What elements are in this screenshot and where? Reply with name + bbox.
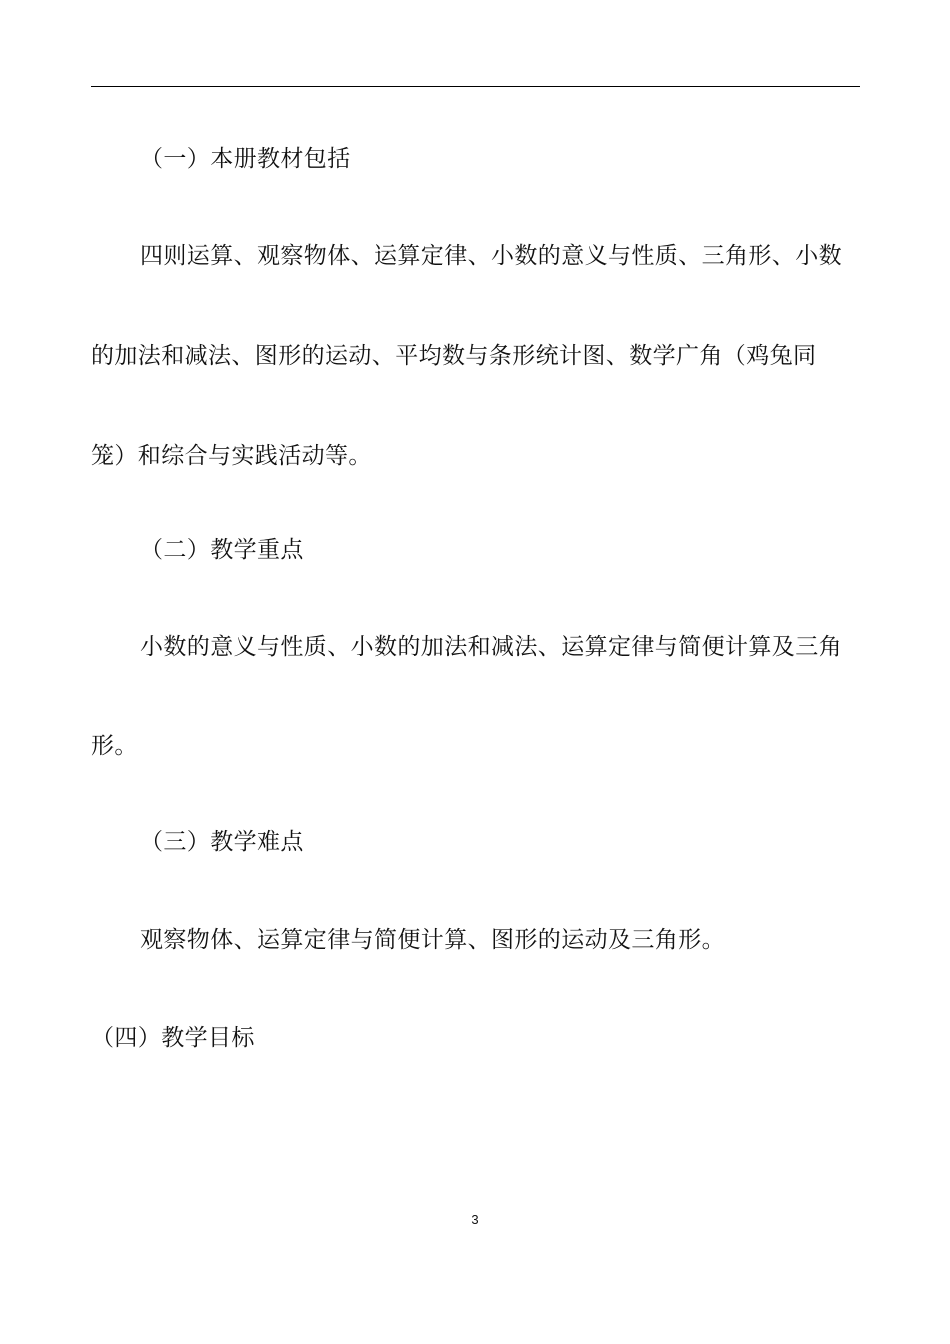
section-heading-2: （二）教学重点 xyxy=(140,537,304,563)
section-heading-4: （四）教学目标 xyxy=(91,1025,255,1051)
section-heading-1: （一）本册教材包括 xyxy=(140,146,351,172)
paragraph-line: 四则运算、观察物体、运算定律、小数的意义与性质、三角形、小数 xyxy=(140,243,842,269)
section-heading-3: （三）教学难点 xyxy=(140,829,304,855)
paragraph-line: 小数的意义与性质、小数的加法和减法、运算定律与简便计算及三角 xyxy=(140,634,842,660)
paragraph-line: 的加法和减法、图形的运动、平均数与条形统计图、数学广角（鸡兔同 xyxy=(91,343,817,369)
paragraph-line: 观察物体、运算定律与简便计算、图形的运动及三角形。 xyxy=(140,927,725,953)
header-rule xyxy=(91,86,860,87)
paragraph-line: 笼）和综合与实践活动等。 xyxy=(91,443,372,469)
page-number: 3 xyxy=(471,1212,479,1227)
paragraph-line: 形。 xyxy=(91,733,138,759)
